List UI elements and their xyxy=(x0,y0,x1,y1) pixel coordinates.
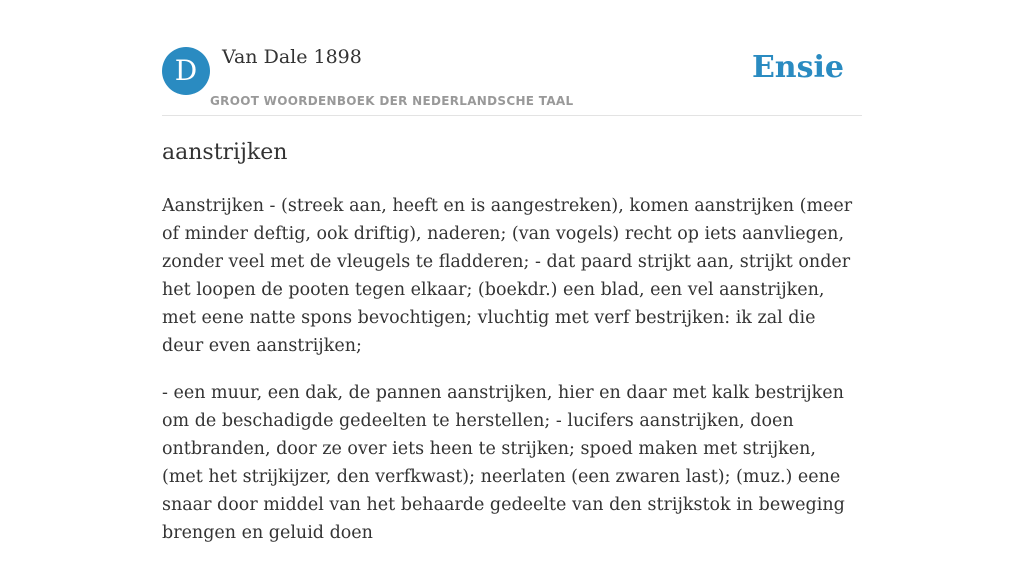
page-container xyxy=(162,0,862,543)
entry-body xyxy=(162,192,862,566)
entry-paragraph: - een muur, een dak, de pannen aanstrijken, hier en daar met kalk bestrijken om de beschadigde gedeelten te herstellen; - lucifers aanstrijken, doen ontbranden, door ze over iets heen te strijken; spoed maken met strijken, (met het strijkijzer, den verfkwast); neerlaten (een zwaren last); (muz.) eene snaar door middel van het behaarde gedeelte van den strijkstok in beweging brengen en geluid doen xyxy=(162,383,845,543)
brand-logo[interactable]: Ensie xyxy=(751,50,844,85)
dictionary-header xyxy=(162,0,862,116)
entry-title: aanstrijken xyxy=(162,140,288,165)
entry-paragraph: Aanstrijken - (streek aan, heeft en is aangestreken), komen aanstrijken (meer of minder deftig, ook driftig), naderen; (van vogels) recht op iets aanvliegen, zonder veel met de vleugels te fladderen; - dat paard strijkt aan, strijkt onder het loopen de pooten tegen elkaar; (boekdr.) een blad, een vel aanstrijken, met eene natte spons bevochtigen; vluchtig met verf bestrijken: ik zal die deur even aanstrijken; xyxy=(162,196,853,356)
dictionary-name[interactable]: Van Dale 1898 xyxy=(222,46,362,68)
dictionary-logo[interactable]: D xyxy=(162,47,210,95)
dictionary-subtitle: GROOT WOORDENBOEK DER NEDERLANDSCHE TAAL xyxy=(210,94,574,108)
